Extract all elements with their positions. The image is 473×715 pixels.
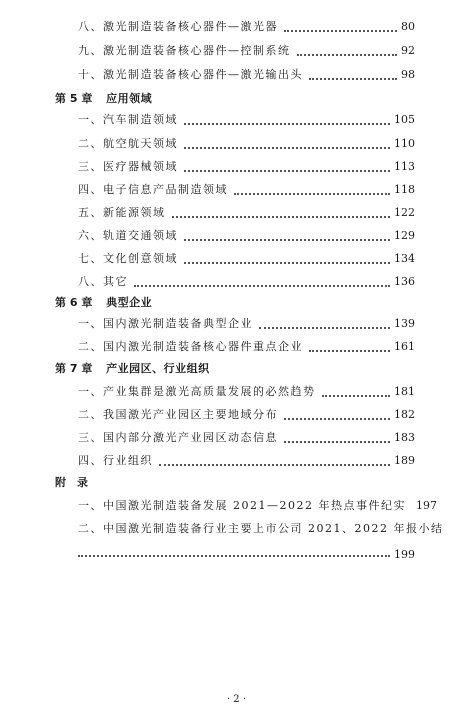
toc-entry[interactable] [78, 338, 415, 356]
toc-entry-page: 199 [394, 548, 415, 561]
dot-leader [297, 54, 398, 56]
dot-leader [184, 239, 390, 241]
toc-entry[interactable] [78, 406, 415, 424]
dot-leader [284, 30, 397, 32]
toc-entry-title: 一、汽车制造领域 [78, 113, 178, 126]
toc-entry-title: 三、医疗器械领域 [78, 160, 178, 173]
dot-leader [284, 418, 390, 420]
toc-entry-page: 182 [394, 408, 415, 421]
toc-entry-title: 七、文化创意领域 [78, 252, 178, 265]
toc-entry-page: 129 [394, 229, 415, 242]
toc-entry-page: 181 [394, 385, 415, 398]
toc-entry-page: 122 [394, 206, 415, 219]
page-number: · 2 · [226, 694, 247, 705]
toc-entry-page: 197 [415, 499, 437, 512]
toc-entry-title: 一、产业集群是激光高质量发展的必然趋势 [78, 385, 316, 398]
dot-leader [78, 555, 390, 557]
toc-entry-page: 110 [394, 137, 415, 150]
toc-entry-title: 二、我国激光产业园区主要地域分布 [78, 408, 278, 421]
toc-entry-page: 183 [394, 431, 415, 444]
appendix-heading[interactable] [55, 474, 99, 492]
dot-leader [184, 262, 390, 264]
toc-entry[interactable] [78, 315, 415, 333]
toc-entry-page: 92 [401, 44, 415, 57]
dot-leader [159, 464, 390, 466]
toc-entry-title: 十、激光制造装备核心器件—激光输出头 [78, 68, 303, 81]
toc-entry[interactable] [78, 42, 415, 60]
toc-entry[interactable] [78, 227, 415, 245]
toc-entry-page: 189 [394, 454, 415, 467]
toc-entry[interactable] [78, 111, 415, 129]
toc-entry-title: 八、激光制造装备核心器件—激光器 [78, 20, 278, 33]
toc-entry[interactable] [78, 135, 415, 153]
toc-entry-title: 四、行业组织 [78, 454, 153, 467]
dot-leader [184, 123, 390, 125]
dot-leader [184, 147, 390, 149]
toc-entry-title: 三、国内部分激光产业园区动态信息 [78, 431, 278, 444]
toc-entry-title: 二、航空航天领域 [78, 137, 178, 150]
dot-leader [172, 216, 391, 218]
toc-entry-page: 161 [394, 340, 415, 353]
chapter-heading[interactable] [55, 294, 152, 312]
toc-entry-title: 四、电子信息产品制造领域 [78, 183, 228, 196]
toc-entry-multiline[interactable] [78, 520, 444, 538]
dot-leader [134, 285, 390, 287]
toc-entry[interactable] [78, 497, 437, 515]
dot-leader [259, 327, 390, 329]
toc-entry[interactable] [78, 181, 415, 199]
toc-entry[interactable] [78, 66, 415, 84]
toc-entry[interactable] [78, 250, 415, 268]
toc-entry-page: 98 [401, 68, 415, 81]
toc-entry-page: 139 [394, 317, 415, 330]
dot-leader [284, 441, 390, 443]
toc-entry-title: 八、其它 [78, 275, 128, 288]
toc-entry[interactable] [78, 204, 415, 222]
toc-entry-page: 113 [394, 160, 415, 173]
toc-entry[interactable] [78, 383, 415, 401]
dot-leader [309, 350, 390, 352]
chapter-number: 第 5 章 [55, 92, 93, 105]
toc-entry-title: 一、国内激光制造装备典型企业 [78, 317, 253, 330]
dot-leader [234, 193, 390, 195]
toc-entry-title: 二、国内激光制造装备核心器件重点企业 [78, 340, 303, 353]
toc-entry[interactable] [78, 429, 415, 447]
chapter-number: 第 6 章 [55, 296, 93, 309]
toc-entry-page: 118 [394, 183, 415, 196]
toc-entry[interactable] [78, 273, 415, 291]
toc-entry-page: 105 [394, 113, 415, 126]
toc-entry-page: 80 [401, 20, 415, 33]
chapter-number: 第 7 章 [55, 362, 93, 375]
toc-entry-page: 134 [394, 252, 415, 265]
dot-leader [309, 78, 397, 80]
toc-entry-title: 一、中国激光制造装备发展 2021—2022 年热点事件纪实 [78, 499, 406, 512]
chapter-heading[interactable] [55, 360, 210, 378]
dot-leader [184, 170, 390, 172]
appendix-title: 附录 [55, 476, 99, 489]
toc-entry-continuation [78, 543, 415, 561]
toc-entry[interactable] [78, 158, 415, 176]
toc-entry[interactable] [78, 452, 415, 470]
chapter-title: 应用领域 [106, 92, 153, 105]
chapter-title: 典型企业 [106, 296, 153, 309]
chapter-heading[interactable] [55, 90, 152, 108]
toc-entry-title: 五、新能源领域 [78, 206, 166, 219]
toc-entry-page: 136 [394, 275, 415, 288]
toc-entry-title: 二、中国激光制造装备行业主要上市公司 2021、2022 年报小结 [78, 522, 444, 535]
chapter-title: 产业园区、行业组织 [106, 362, 210, 375]
toc-entry-title: 六、轨道交通领域 [78, 229, 178, 242]
dot-leader [322, 395, 391, 397]
toc-entry-title: 九、激光制造装备核心器件—控制系统 [78, 44, 291, 57]
toc-entry[interactable] [78, 18, 415, 36]
